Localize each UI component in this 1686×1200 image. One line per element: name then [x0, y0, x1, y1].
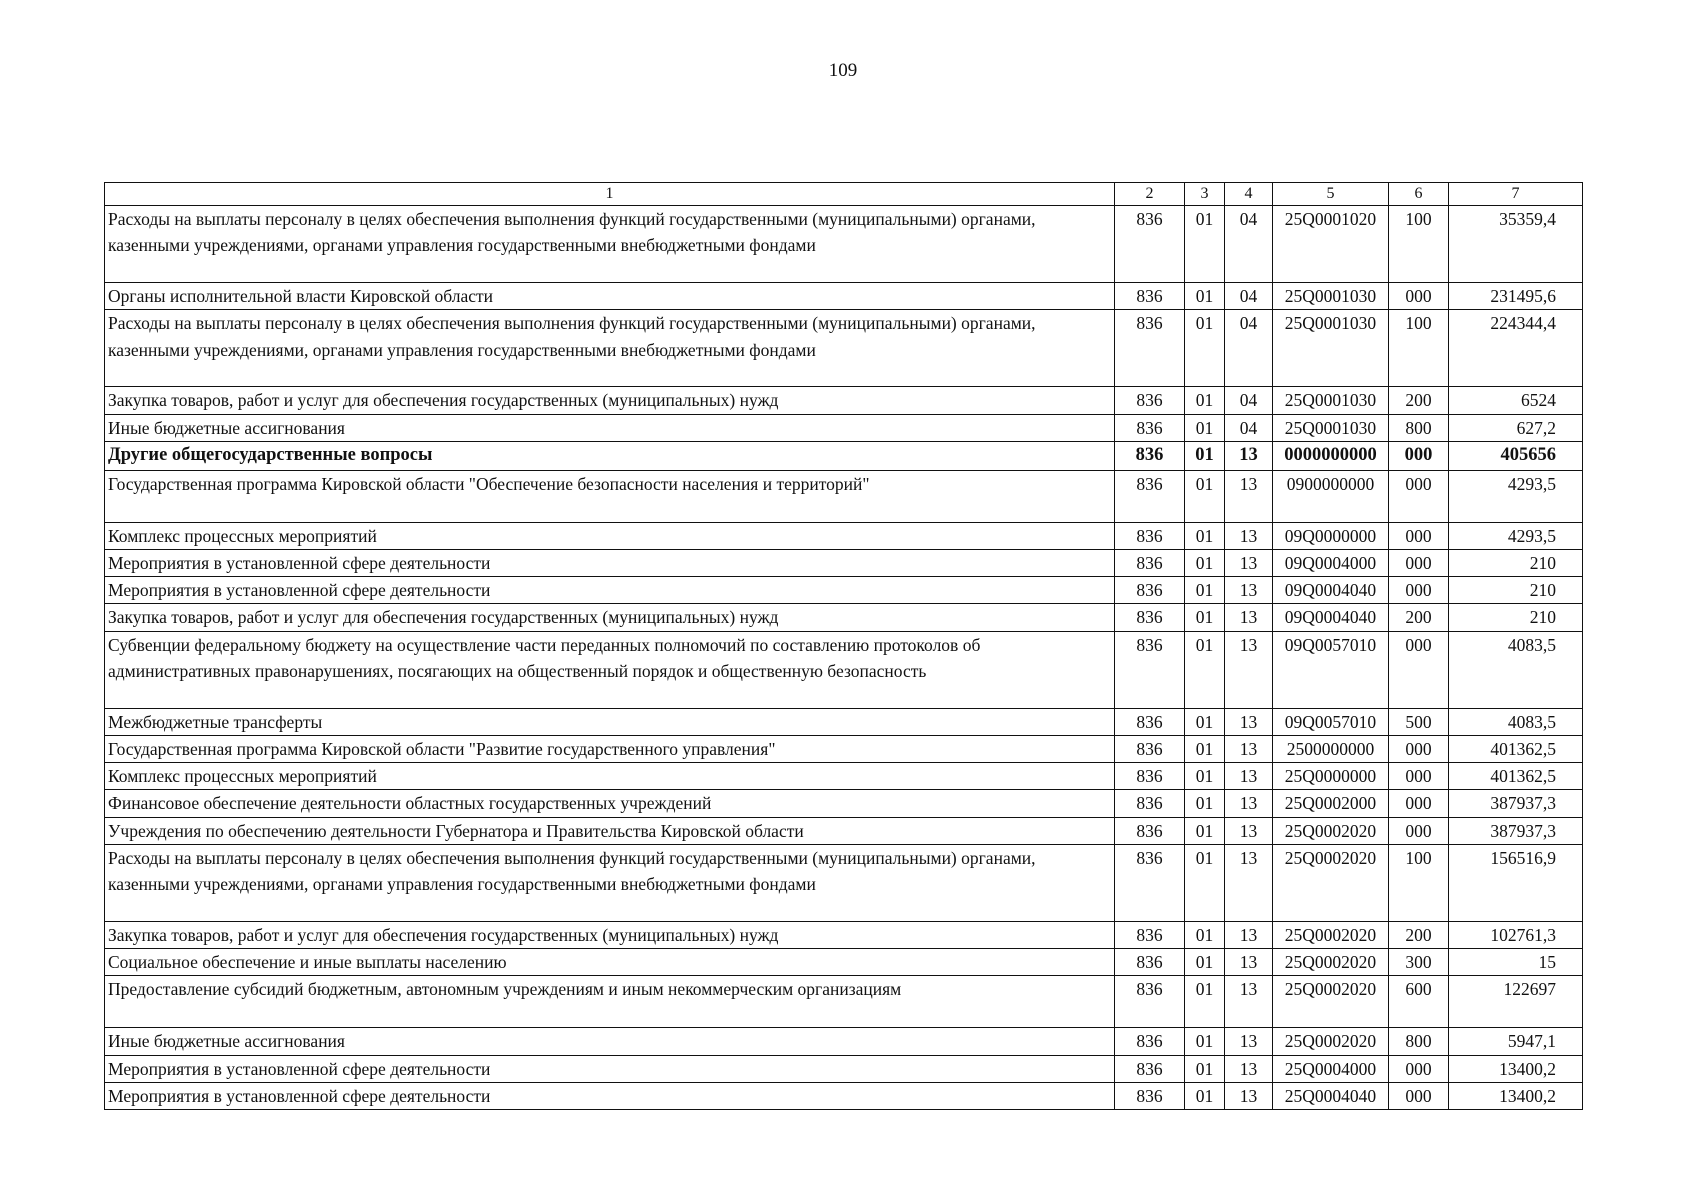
subsection-cell: 13 [1225, 470, 1273, 522]
target-article-cell: 25Q0001030 [1273, 283, 1389, 310]
admin-code-cell: 836 [1115, 310, 1185, 387]
page-number: 109 [828, 60, 858, 81]
expense-type-cell: 000 [1389, 283, 1449, 310]
header-cell: 1 [105, 183, 1115, 206]
amount-cell: 15 [1449, 949, 1583, 976]
section-cell: 01 [1185, 206, 1225, 283]
admin-code-cell: 836 [1115, 708, 1185, 735]
header-cell: 5 [1273, 183, 1389, 206]
table-row [105, 522, 1583, 549]
amount-cell: 102761,3 [1449, 921, 1583, 948]
target-article-cell: 2500000000 [1273, 735, 1389, 762]
section-cell: 01 [1185, 844, 1225, 921]
amount-cell: 5947,1 [1449, 1028, 1583, 1055]
row-name-cell: Финансовое обеспечение деятельности областных государственных учреждений [105, 790, 1115, 817]
subsection-cell: 13 [1225, 631, 1273, 708]
table-row [105, 414, 1583, 441]
header-cell: 3 [1185, 183, 1225, 206]
subsection-cell: 13 [1225, 441, 1273, 470]
row-name-cell: Расходы на выплаты персоналу в целях обеспечения выполнения функций государственными (муниципальными) органами, казенными учреждениями, органами управления государственными внебюджетными фондами [105, 206, 1115, 283]
row-name-cell: Мероприятия в установленной сфере деятельности [105, 549, 1115, 576]
target-article-cell: 09Q0000000 [1273, 522, 1389, 549]
section-cell: 01 [1185, 763, 1225, 790]
row-name-cell: Закупка товаров, работ и услуг для обеспечения государственных (муниципальных) нужд [105, 921, 1115, 948]
amount-cell: 4083,5 [1449, 631, 1583, 708]
subsection-cell: 04 [1225, 283, 1273, 310]
budget-table [104, 182, 1583, 1110]
expense-type-cell: 100 [1389, 206, 1449, 283]
row-name-cell: Органы исполнительной власти Кировской области [105, 283, 1115, 310]
expense-type-cell: 000 [1389, 1055, 1449, 1082]
table-row [105, 441, 1583, 470]
expense-type-cell: 000 [1389, 549, 1449, 576]
table-row [105, 283, 1583, 310]
section-cell: 01 [1185, 631, 1225, 708]
subsection-cell: 13 [1225, 817, 1273, 844]
section-cell: 01 [1185, 735, 1225, 762]
expense-type-cell: 000 [1389, 790, 1449, 817]
admin-code-cell: 836 [1115, 844, 1185, 921]
table-row [105, 387, 1583, 414]
section-cell: 01 [1185, 1082, 1225, 1109]
section-cell: 01 [1185, 604, 1225, 631]
admin-code-cell: 836 [1115, 735, 1185, 762]
target-article-cell: 25Q0002020 [1273, 844, 1389, 921]
section-cell: 01 [1185, 310, 1225, 387]
section-cell: 01 [1185, 817, 1225, 844]
subsection-cell: 13 [1225, 844, 1273, 921]
table-row [105, 206, 1583, 283]
subsection-cell: 13 [1225, 1028, 1273, 1055]
subsection-cell: 04 [1225, 206, 1273, 283]
amount-cell: 4293,5 [1449, 470, 1583, 522]
subsection-cell: 13 [1225, 604, 1273, 631]
expense-type-cell: 000 [1389, 1082, 1449, 1109]
amount-cell: 224344,4 [1449, 310, 1583, 387]
amount-cell: 156516,9 [1449, 844, 1583, 921]
row-name-cell: Предоставление субсидий бюджетным, автономным учреждениям и иным некоммерческим организациям [105, 976, 1115, 1028]
target-article-cell: 25Q0002000 [1273, 790, 1389, 817]
admin-code-cell: 836 [1115, 604, 1185, 631]
admin-code-cell: 836 [1115, 577, 1185, 604]
admin-code-cell: 836 [1115, 1055, 1185, 1082]
target-article-cell: 25Q0001030 [1273, 414, 1389, 441]
table-row [105, 604, 1583, 631]
table-row [105, 708, 1583, 735]
section-cell: 01 [1185, 708, 1225, 735]
subsection-cell: 13 [1225, 577, 1273, 604]
subsection-cell: 13 [1225, 1055, 1273, 1082]
header-cell: 6 [1389, 183, 1449, 206]
section-cell: 01 [1185, 549, 1225, 576]
target-article-cell: 09Q0004040 [1273, 604, 1389, 631]
expense-type-cell: 000 [1389, 522, 1449, 549]
row-name-cell: Расходы на выплаты персоналу в целях обеспечения выполнения функций государственными (муниципальными) органами, казенными учреждениями, органами управления государственными внебюджетными фондами [105, 844, 1115, 921]
admin-code-cell: 836 [1115, 549, 1185, 576]
section-cell: 01 [1185, 387, 1225, 414]
amount-cell: 401362,5 [1449, 763, 1583, 790]
subsection-cell: 13 [1225, 708, 1273, 735]
row-name-cell: Мероприятия в установленной сфере деятельности [105, 1055, 1115, 1082]
admin-code-cell: 836 [1115, 283, 1185, 310]
target-article-cell: 25Q0000000 [1273, 763, 1389, 790]
expense-type-cell: 000 [1389, 441, 1449, 470]
expense-type-cell: 000 [1389, 817, 1449, 844]
target-article-cell: 25Q0001020 [1273, 206, 1389, 283]
subsection-cell: 13 [1225, 976, 1273, 1028]
amount-cell: 210 [1449, 604, 1583, 631]
admin-code-cell: 836 [1115, 790, 1185, 817]
expense-type-cell: 500 [1389, 708, 1449, 735]
section-cell: 01 [1185, 1028, 1225, 1055]
expense-type-cell: 300 [1389, 949, 1449, 976]
section-cell: 01 [1185, 921, 1225, 948]
expense-type-cell: 200 [1389, 921, 1449, 948]
subsection-cell: 13 [1225, 522, 1273, 549]
table-row [105, 1055, 1583, 1082]
section-cell: 01 [1185, 441, 1225, 470]
subsection-cell: 13 [1225, 921, 1273, 948]
row-name-cell: Комплекс процессных мероприятий [105, 522, 1115, 549]
admin-code-cell: 836 [1115, 976, 1185, 1028]
amount-cell: 387937,3 [1449, 790, 1583, 817]
table-row [105, 844, 1583, 921]
admin-code-cell: 836 [1115, 949, 1185, 976]
admin-code-cell: 836 [1115, 387, 1185, 414]
header-cell: 2 [1115, 183, 1185, 206]
row-name-cell: Комплекс процессных мероприятий [105, 763, 1115, 790]
expense-type-cell: 000 [1389, 631, 1449, 708]
section-cell: 01 [1185, 976, 1225, 1028]
target-article-cell: 25Q0002020 [1273, 976, 1389, 1028]
table-row [105, 577, 1583, 604]
target-article-cell: 25Q0002020 [1273, 817, 1389, 844]
target-article-cell: 25Q0002020 [1273, 1028, 1389, 1055]
subsection-cell: 13 [1225, 763, 1273, 790]
expense-type-cell: 800 [1389, 1028, 1449, 1055]
target-article-cell: 25Q0001030 [1273, 310, 1389, 387]
target-article-cell: 25Q0002020 [1273, 949, 1389, 976]
expense-type-cell: 800 [1389, 414, 1449, 441]
table-row [105, 763, 1583, 790]
admin-code-cell: 836 [1115, 206, 1185, 283]
table-row [105, 976, 1583, 1028]
row-name-cell: Мероприятия в установленной сфере деятельности [105, 1082, 1115, 1109]
expense-type-cell: 100 [1389, 844, 1449, 921]
row-name-cell: Государственная программа Кировской области "Обеспечение безопасности населения и территорий" [105, 470, 1115, 522]
section-cell: 01 [1185, 949, 1225, 976]
amount-cell: 13400,2 [1449, 1082, 1583, 1109]
row-name-cell: Субвенции федеральному бюджету на осуществление части переданных полномочий по составлению протоколов об административных правонарушениях, посягающих на общественный порядок и общественную безопасность [105, 631, 1115, 708]
table-row [105, 735, 1583, 762]
admin-code-cell: 836 [1115, 414, 1185, 441]
target-article-cell: 25Q0004000 [1273, 1055, 1389, 1082]
row-name-cell: Другие общегосударственные вопросы [105, 441, 1115, 470]
admin-code-cell: 836 [1115, 763, 1185, 790]
subsection-cell: 04 [1225, 387, 1273, 414]
admin-code-cell: 836 [1115, 921, 1185, 948]
amount-cell: 405656 [1449, 441, 1583, 470]
subsection-cell: 04 [1225, 414, 1273, 441]
target-article-cell: 25Q0001030 [1273, 387, 1389, 414]
row-name-cell: Государственная программа Кировской области "Развитие государственного управления" [105, 735, 1115, 762]
section-cell: 01 [1185, 522, 1225, 549]
table-row [105, 310, 1583, 387]
subsection-cell: 13 [1225, 1082, 1273, 1109]
row-name-cell: Иные бюджетные ассигнования [105, 414, 1115, 441]
expense-type-cell: 000 [1389, 763, 1449, 790]
admin-code-cell: 836 [1115, 522, 1185, 549]
amount-cell: 35359,4 [1449, 206, 1583, 283]
subsection-cell: 13 [1225, 949, 1273, 976]
section-cell: 01 [1185, 577, 1225, 604]
target-article-cell: 09Q0057010 [1273, 708, 1389, 735]
table-row [105, 1082, 1583, 1109]
amount-cell: 627,2 [1449, 414, 1583, 441]
expense-type-cell: 000 [1389, 735, 1449, 762]
target-article-cell: 0900000000 [1273, 470, 1389, 522]
expense-type-cell: 000 [1389, 470, 1449, 522]
amount-cell: 210 [1449, 549, 1583, 576]
table-row [105, 921, 1583, 948]
admin-code-cell: 836 [1115, 441, 1185, 470]
amount-cell: 210 [1449, 577, 1583, 604]
amount-cell: 401362,5 [1449, 735, 1583, 762]
admin-code-cell: 836 [1115, 817, 1185, 844]
section-cell: 01 [1185, 1055, 1225, 1082]
target-article-cell: 0000000000 [1273, 441, 1389, 470]
expense-type-cell: 100 [1389, 310, 1449, 387]
amount-cell: 4083,5 [1449, 708, 1583, 735]
table-row [105, 1028, 1583, 1055]
amount-cell: 13400,2 [1449, 1055, 1583, 1082]
row-name-cell: Мероприятия в установленной сфере деятельности [105, 577, 1115, 604]
target-article-cell: 09Q0057010 [1273, 631, 1389, 708]
admin-code-cell: 836 [1115, 1028, 1185, 1055]
section-cell: 01 [1185, 470, 1225, 522]
row-name-cell: Межбюджетные трансферты [105, 708, 1115, 735]
expense-type-cell: 600 [1389, 976, 1449, 1028]
target-article-cell: 09Q0004000 [1273, 549, 1389, 576]
section-cell: 01 [1185, 414, 1225, 441]
amount-cell: 231495,6 [1449, 283, 1583, 310]
table-row [105, 631, 1583, 708]
header-cell: 4 [1225, 183, 1273, 206]
subsection-cell: 13 [1225, 790, 1273, 817]
table-row [105, 470, 1583, 522]
admin-code-cell: 836 [1115, 631, 1185, 708]
table-row [105, 790, 1583, 817]
target-article-cell: 25Q0002020 [1273, 921, 1389, 948]
row-name-cell: Иные бюджетные ассигнования [105, 1028, 1115, 1055]
row-name-cell: Социальное обеспечение и иные выплаты населению [105, 949, 1115, 976]
header-cell: 7 [1449, 183, 1583, 206]
row-name-cell: Расходы на выплаты персоналу в целях обеспечения выполнения функций государственными (муниципальными) органами, казенными учреждениями, органами управления государственными внебюджетными фондами [105, 310, 1115, 387]
row-name-cell: Учреждения по обеспечению деятельности Губернатора и Правительства Кировской области [105, 817, 1115, 844]
row-name-cell: Закупка товаров, работ и услуг для обеспечения государственных (муниципальных) нужд [105, 604, 1115, 631]
subsection-cell: 04 [1225, 310, 1273, 387]
amount-cell: 4293,5 [1449, 522, 1583, 549]
section-cell: 01 [1185, 790, 1225, 817]
expense-type-cell: 200 [1389, 604, 1449, 631]
target-article-cell: 25Q0004040 [1273, 1082, 1389, 1109]
admin-code-cell: 836 [1115, 1082, 1185, 1109]
admin-code-cell: 836 [1115, 470, 1185, 522]
amount-cell: 387937,3 [1449, 817, 1583, 844]
table-row [105, 549, 1583, 576]
expense-type-cell: 000 [1389, 577, 1449, 604]
subsection-cell: 13 [1225, 549, 1273, 576]
section-cell: 01 [1185, 283, 1225, 310]
amount-cell: 122697 [1449, 976, 1583, 1028]
header-row [105, 183, 1583, 206]
target-article-cell: 09Q0004040 [1273, 577, 1389, 604]
table-row [105, 817, 1583, 844]
amount-cell: 6524 [1449, 387, 1583, 414]
expense-type-cell: 200 [1389, 387, 1449, 414]
subsection-cell: 13 [1225, 735, 1273, 762]
row-name-cell: Закупка товаров, работ и услуг для обеспечения государственных (муниципальных) нужд [105, 387, 1115, 414]
table-row [105, 949, 1583, 976]
